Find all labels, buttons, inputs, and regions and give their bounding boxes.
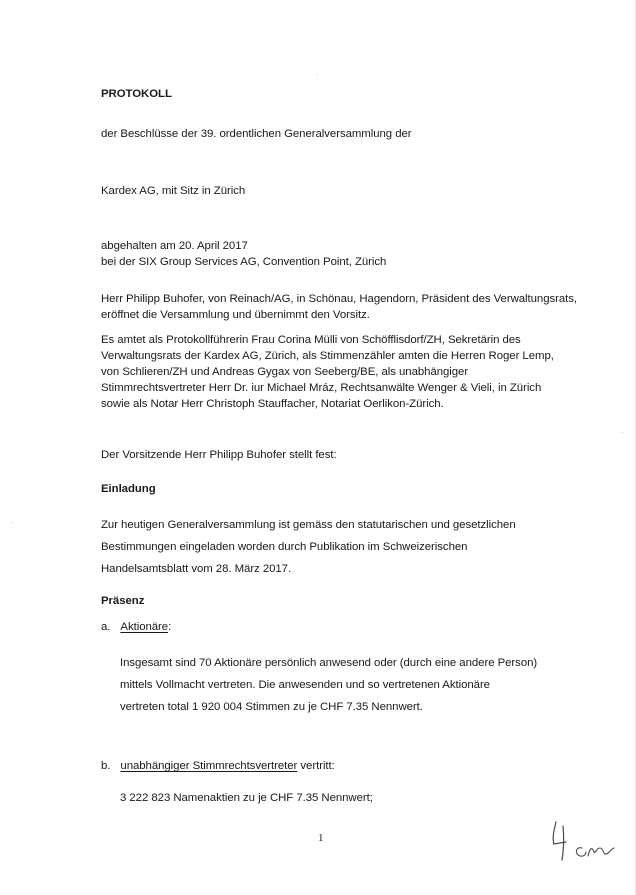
invitation-heading: Einladung <box>101 483 156 495</box>
officials-paragraph-line: Verwaltungsrats der Kardex AG, Zürich, als Stimmenzähler amten die Herren Roger Lemp, <box>101 350 554 362</box>
officials-paragraph-line: sowie als Notar Herr Christoph Stauffacher, Notariat Oerlikon-Zürich. <box>101 398 444 410</box>
item-a-marker: a. <box>101 621 111 633</box>
page-number: 1 <box>318 832 324 844</box>
venue-line: bei der SIX Group Services AG, Convention Point, Zürich <box>101 256 387 268</box>
invitation-paragraph-line: Zur heutigen Generalversammlung ist gemäss den statutarischen und gesetzlichen <box>101 519 516 531</box>
officials-paragraph-line: Stimmrechtsvertreter Herr Dr. iur Michael Mráz, Rechtsanwälte Wenger & Vieli, in Zürich <box>101 382 542 394</box>
scan-speck <box>12 522 13 523</box>
item-a-suffix: : <box>168 621 172 633</box>
invitation-paragraph-line: Handelsamtsblatt vom 28. März 2017. <box>101 563 292 575</box>
item-b-label: unabhängiger Stimmrechtsvertreter <box>120 760 298 772</box>
scan-speck <box>622 432 623 433</box>
item-a-heading <box>101 619 171 635</box>
company-line: Kardex AG, mit Sitz in Zürich <box>101 185 246 197</box>
item-a-text-line: vertreten total 1 920 004 Stimmen zu je CHF 7.35 Nennwert. <box>120 701 423 713</box>
item-b-suffix: vertritt: <box>297 760 335 772</box>
scan-speck <box>317 74 318 75</box>
presence-heading: Präsenz <box>101 595 145 607</box>
item-a-text-line: Insgesamt sind 70 Aktionäre persönlich anwesend oder (durch eine andere Person) <box>120 657 538 669</box>
invitation-paragraph-line: Bestimmungen eingeladen worden durch Publikation im Schweizerischen <box>101 541 468 553</box>
item-b-text-line: 3 222 823 Namenaktien zu je CHF 7.35 Nennwert; <box>120 792 373 804</box>
item-a-label: Aktionäre <box>120 621 169 633</box>
item-a-text-line: mittels Vollmacht vertreten. Die anwesenden und so vertretenen Aktionäre <box>120 679 490 691</box>
officials-paragraph-line: von Schlieren/ZH und Andreas Gygax von Seeberg/BE, als unabhängiger <box>101 366 469 378</box>
item-b-heading <box>101 758 335 774</box>
document-subtitle: der Beschlüsse der 39. ordentlichen Generalversammlung der <box>101 128 412 140</box>
chair-paragraph-line: Herr Philipp Buhofer, von Reinach/AG, in Schönau, Hagendorn, Präsident des Verwaltungsrats, <box>101 293 578 305</box>
item-b-marker: b. <box>101 760 111 772</box>
handwritten-initials-mark <box>548 818 620 862</box>
document-title: PROTOKOLL <box>101 88 172 100</box>
chair-paragraph-line: eröffnet die Versammlung und übernimmt den Vorsitz. <box>101 309 370 321</box>
date-line: abgehalten am 20. April 2017 <box>101 240 248 252</box>
statement-line: Der Vorsitzende Herr Philipp Buhofer stellt fest: <box>101 449 337 461</box>
officials-paragraph-line: Es amtet als Protokollführerin Frau Corina Mülli von Schöfflisdorf/ZH, Sekretärin des <box>101 334 521 346</box>
